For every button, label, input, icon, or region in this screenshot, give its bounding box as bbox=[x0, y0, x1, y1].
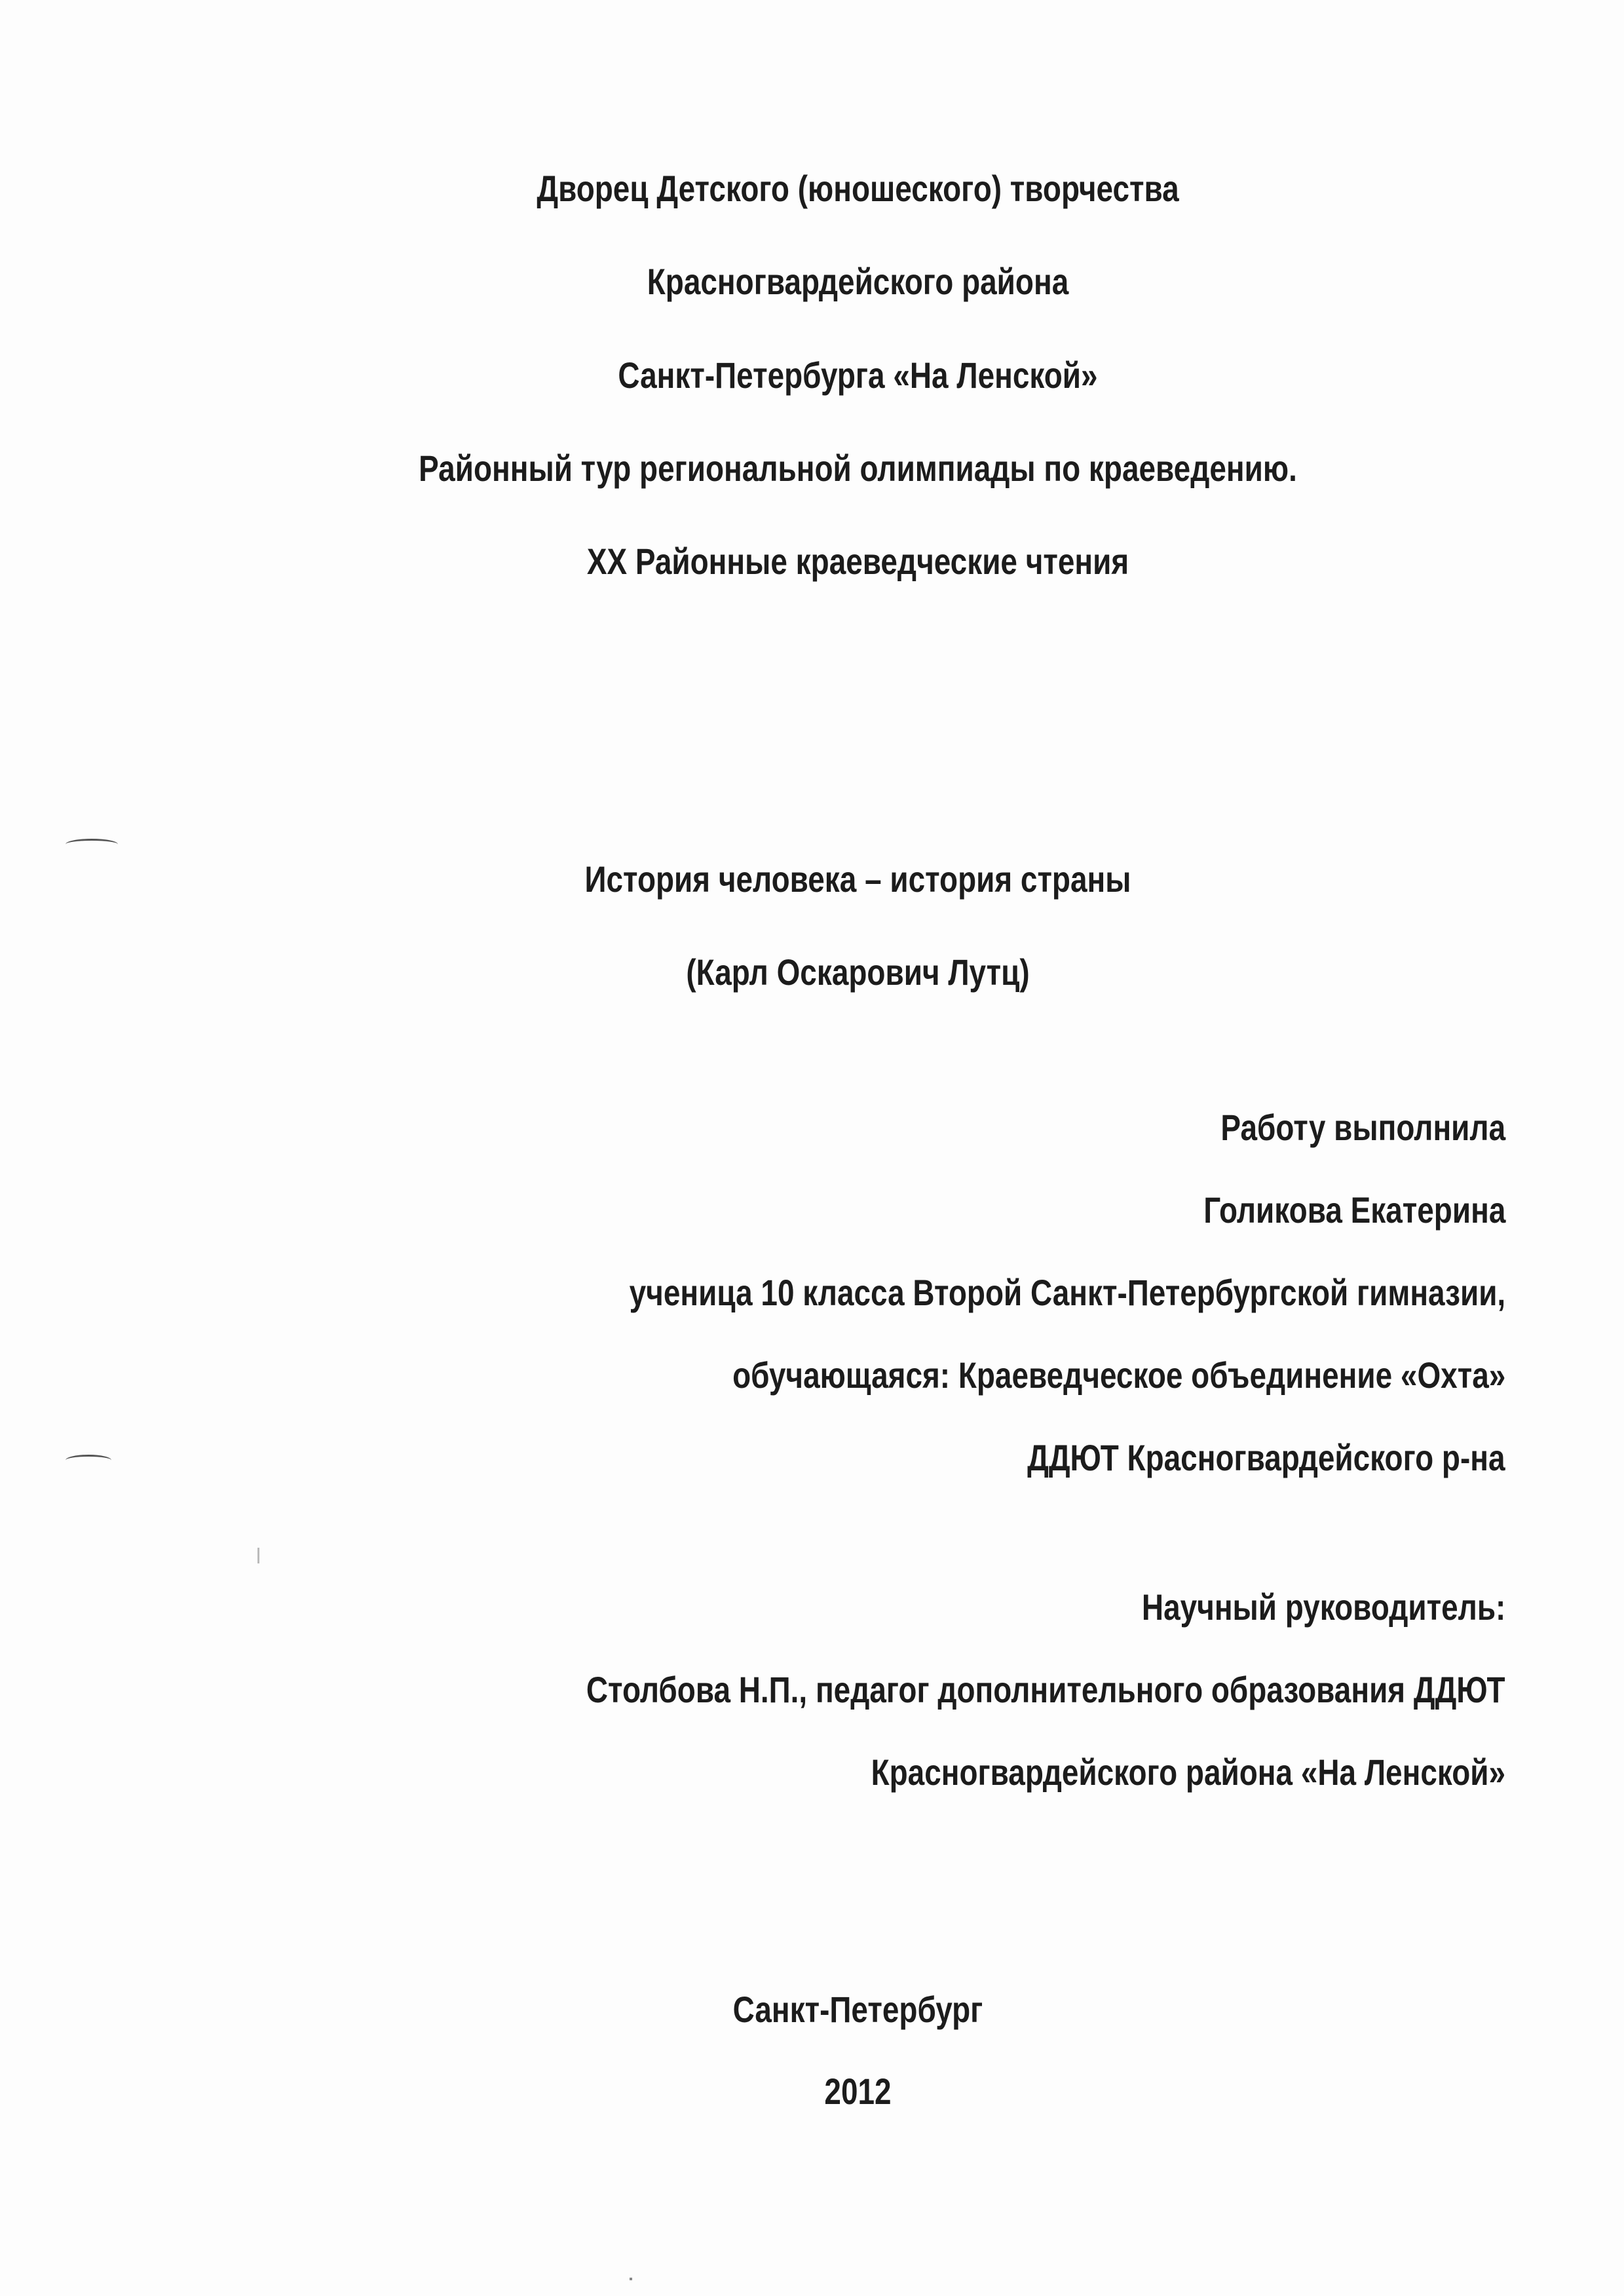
supervisor-label: Научный руководитель: bbox=[1141, 1586, 1505, 1628]
document-title: История человека – история страны bbox=[584, 858, 1131, 900]
scan-speck bbox=[257, 1548, 259, 1563]
scan-speck bbox=[630, 2278, 632, 2280]
author-school: ученица 10 класса Второй Санкт-Петербургской гимназии, bbox=[629, 1272, 1505, 1313]
author-name: Голикова Екатерина bbox=[1203, 1189, 1505, 1231]
header-olympiad-line: Районный тур региональной олимпиады по краеведению. bbox=[419, 448, 1297, 489]
header-institution-line: Дворец Детского (юношеского) творчества bbox=[537, 168, 1179, 209]
scan-punch-mark-bottom bbox=[66, 1455, 111, 1466]
author-institution: ДДЮТ Красногвардейского р-на bbox=[1027, 1437, 1505, 1478]
header-readings-line: XX Районные краеведческие чтения bbox=[586, 541, 1129, 582]
header-district-line: Красногвардейского района bbox=[647, 261, 1069, 302]
supervisor-line-1: Столбова Н.П., педагог дополнительного образования ДДЮТ bbox=[586, 1669, 1505, 1710]
author-label: Работу выполнила bbox=[1220, 1107, 1505, 1148]
footer-year: 2012 bbox=[824, 2071, 892, 2112]
header-city-line: Санкт-Петербурга «На Ленской» bbox=[618, 354, 1098, 396]
footer-city: Санкт-Петербург bbox=[732, 1989, 983, 2030]
scan-punch-mark-top bbox=[66, 839, 118, 850]
supervisor-line-2: Красногвардейского района «На Ленской» bbox=[871, 1751, 1505, 1793]
document-subtitle: (Карл Оскарович Лутц) bbox=[686, 951, 1030, 993]
author-association: обучающаяся: Краеведческое объединение «Охта» bbox=[732, 1354, 1505, 1396]
